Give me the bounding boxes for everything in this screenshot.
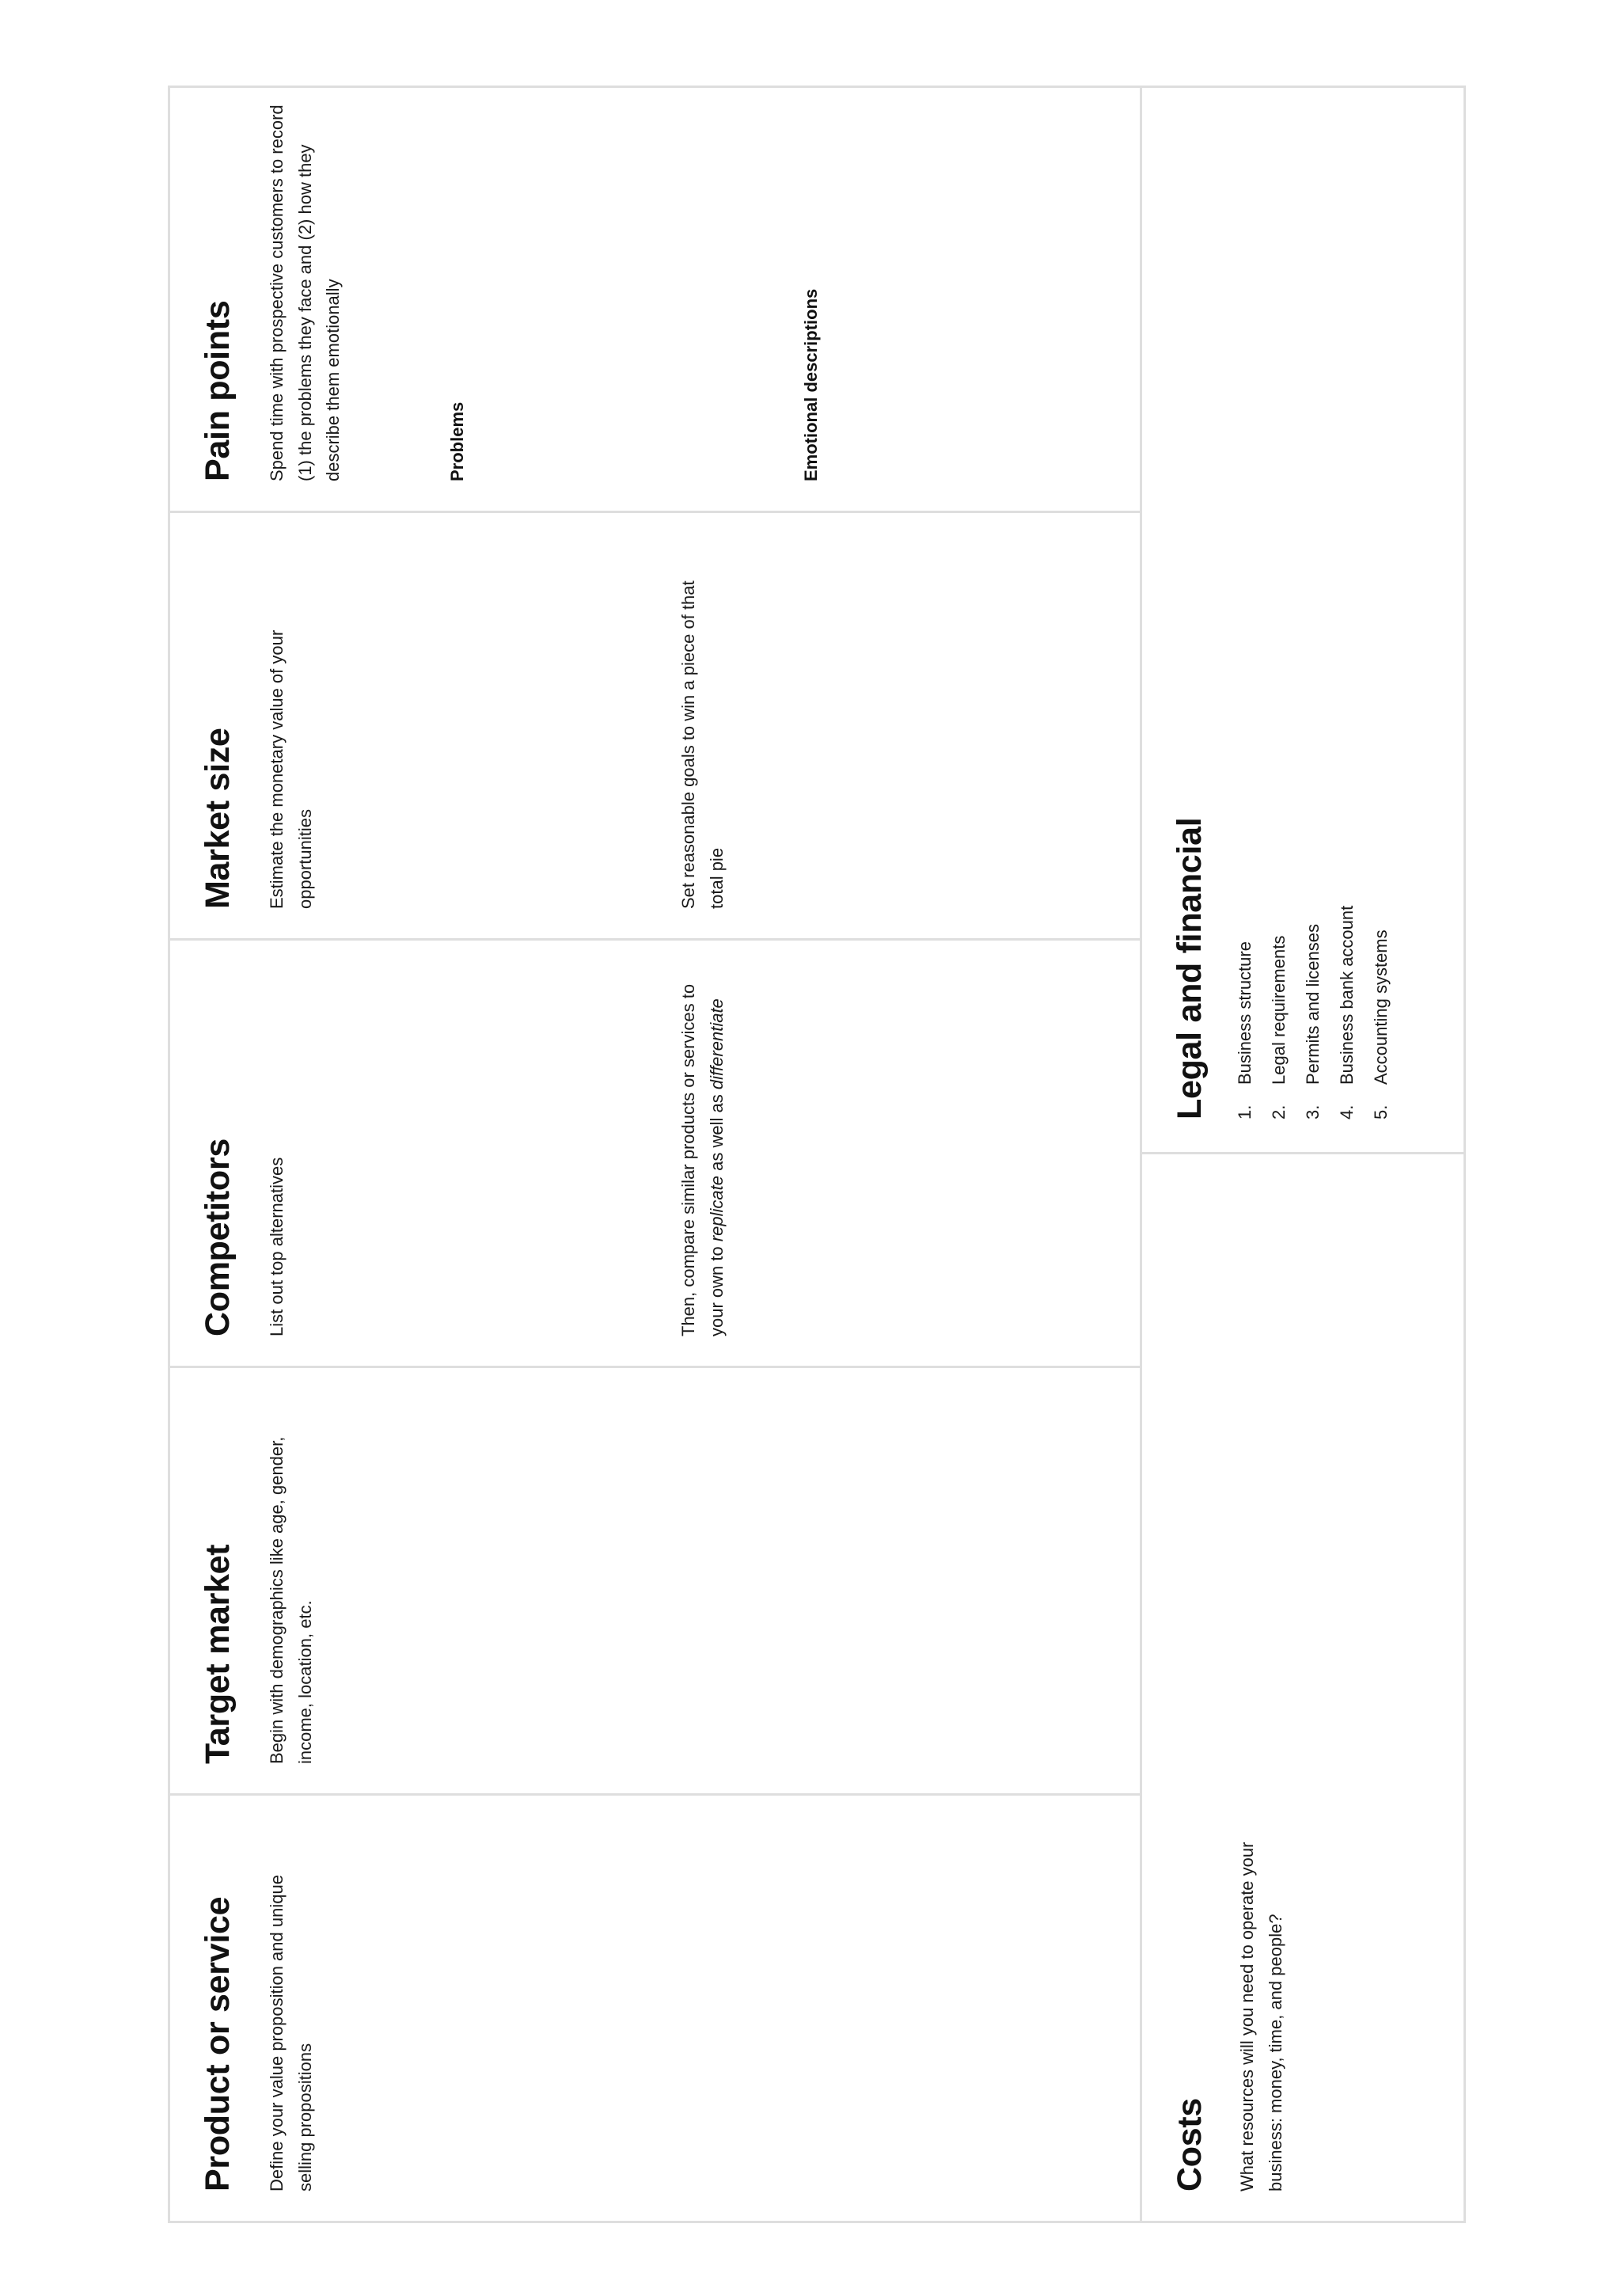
- market-title: Market size: [199, 728, 237, 909]
- product-title: Product or service: [199, 1896, 237, 2191]
- list-item: [1228, 906, 1262, 1119]
- cell-target-market: [168, 1368, 1141, 1796]
- competitors-note-differentiate: differentiate: [706, 998, 727, 1090]
- list-item: [1262, 906, 1296, 1119]
- market-description: Estimate the monetary value of your opportunities: [267, 629, 315, 909]
- list-item-number: 1.: [1235, 1104, 1255, 1119]
- list-item: [1296, 906, 1331, 1119]
- legal-list: [1228, 906, 1398, 1119]
- market-note: Set reasonable goals to win a piece of that total pie: [678, 580, 727, 909]
- product-description: Define your value proposition and unique selling propositions: [267, 1875, 315, 2191]
- pain-subheading-emotional: Emotional descriptions: [801, 288, 821, 481]
- list-item-number: 4.: [1336, 1104, 1357, 1119]
- list-item-text: Business structure: [1235, 941, 1255, 1085]
- target-title: Target market: [199, 1544, 237, 1764]
- cell-legal-and-financial: [1141, 86, 1466, 1154]
- list-item-number: 2.: [1268, 1104, 1289, 1119]
- cell-competitors: [168, 941, 1141, 1368]
- list-item-text: Business bank account: [1336, 905, 1357, 1085]
- pain-description: Spend time with prospective customers to record (1) the problems they face and (2) how they describe them emotionally: [267, 105, 344, 481]
- competitors-description: List out top alternatives: [267, 1157, 287, 1336]
- competitors-title: Competitors: [199, 1138, 237, 1336]
- list-item: [1331, 906, 1365, 1119]
- list-item: [1365, 906, 1399, 1119]
- target-description: Begin with demographics like age, gender, income, location, etc.: [267, 1436, 315, 1764]
- competitors-note-middle: as well as: [706, 1089, 727, 1176]
- pain-subheading-problems: Problems: [447, 401, 467, 481]
- competitors-note-text: Then, compare similar products or services to your own to: [678, 983, 727, 1336]
- pain-title: Pain points: [199, 300, 237, 481]
- list-item-text: Permits and licenses: [1302, 924, 1323, 1085]
- business-plan-canvas: [168, 86, 1466, 2223]
- list-item-number: 3.: [1302, 1104, 1323, 1119]
- cell-market-size: [168, 513, 1141, 941]
- cell-costs: [1141, 1154, 1466, 2223]
- legal-title: Legal and financial: [1171, 817, 1209, 1119]
- costs-description: What resources will you need to operate your business: money, time, and people?: [1237, 1842, 1285, 2191]
- competitors-note-replicate: replicate: [706, 1176, 727, 1242]
- list-item-text: Legal requirements: [1268, 935, 1289, 1085]
- cell-product-or-service: [168, 1796, 1141, 2223]
- list-item-text: Accounting systems: [1370, 929, 1391, 1085]
- cell-pain-points: [168, 86, 1141, 513]
- competitors-note: [674, 980, 731, 1336]
- list-item-number: 5.: [1370, 1104, 1391, 1119]
- costs-title: Costs: [1171, 2098, 1209, 2191]
